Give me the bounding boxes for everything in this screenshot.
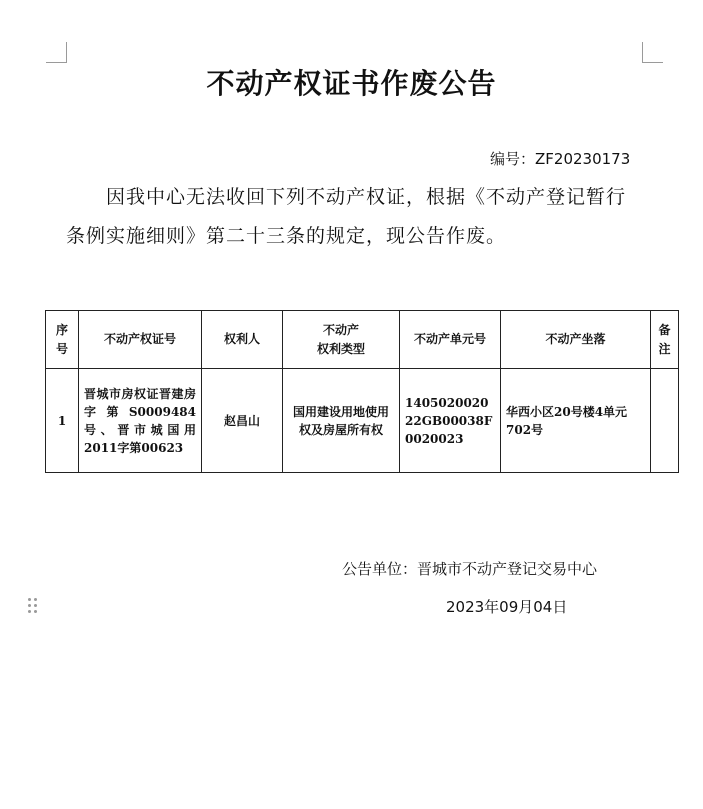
cell-unit-no: 140502002022GB00038F0020023: [400, 369, 501, 473]
serial-value: ZF20230173: [535, 150, 631, 168]
header-index: 序号: [46, 311, 79, 369]
cell-cert-no: 晋城市房权证晋建房字第S0009484号、晋市城国用2011字第00623: [79, 369, 202, 473]
header-right-type-line2: 权利类型: [316, 341, 365, 356]
cell-index: 1: [46, 369, 79, 473]
cell-owner: 赵昌山: [202, 369, 283, 473]
serial-number: [490, 148, 650, 169]
issuer-name: 晋城市不动产登记交易中心: [417, 560, 598, 578]
issuer-label: 公告单位：: [342, 560, 418, 578]
announcement-body: 因我中心无法收回下列不动产权证，根据《不动产登记暂行条例实施细则》第二十三条的规定，现公告作废。: [66, 186, 627, 247]
table-header-row: [46, 311, 679, 369]
header-location: 不动产坐落: [501, 311, 651, 369]
header-cert-no: 不动产权证号: [79, 311, 202, 369]
serial-label: 编号：: [490, 150, 536, 168]
announcement-date: 2023年09月04日: [446, 598, 568, 616]
certificate-table: [45, 310, 679, 473]
header-remarks: 备注: [651, 311, 679, 369]
cell-location: 华西小区20号楼4单元702号: [501, 369, 651, 473]
document-title: 不动产权证书作废公告: [206, 67, 497, 100]
cell-right-type: 国用建设用地使用权及房屋所有权: [283, 369, 400, 473]
header-right-type-line1: 不动产: [322, 322, 359, 337]
drag-handle-icon[interactable]: [28, 598, 38, 614]
issuer: [342, 558, 597, 579]
header-unit-no: 不动产单元号: [400, 311, 501, 369]
page-corner-mark-left: [46, 42, 67, 63]
table-row: [46, 369, 679, 473]
page-corner-mark-right: [642, 42, 663, 63]
header-owner: 权利人: [202, 311, 283, 369]
cell-remarks: [651, 369, 679, 473]
header-right-type: [283, 311, 400, 369]
